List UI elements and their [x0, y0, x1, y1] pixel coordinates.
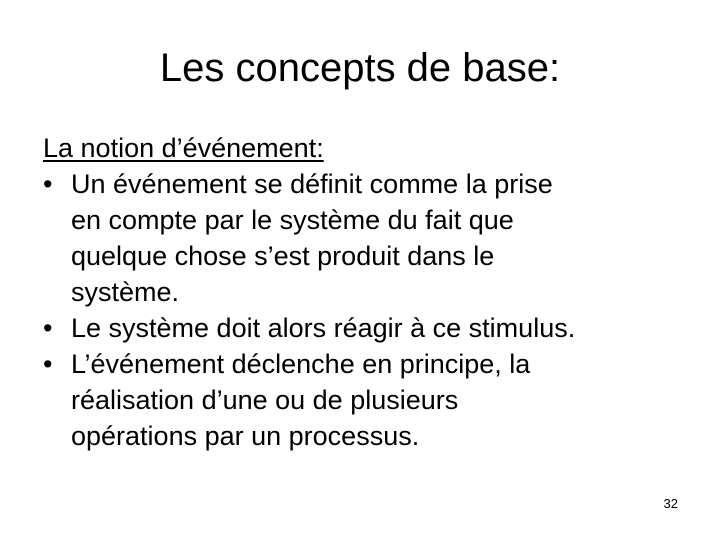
- bullet-text-line: L’événement déclenche en principe, la: [71, 349, 531, 379]
- bullet-marker: •: [43, 349, 53, 379]
- slide-body: [43, 130, 683, 454]
- page-number: 32: [663, 496, 678, 511]
- bullet-text-line: quelque chose s’est produit dans le: [71, 241, 495, 271]
- bullet-marker: •: [43, 169, 53, 199]
- bullet-text-line: système.: [71, 277, 180, 307]
- slide-title: Les concepts de base:: [159, 46, 561, 90]
- bullet-item: [43, 310, 683, 346]
- bullet-item: [43, 166, 683, 310]
- bullet-text-line: opérations par un processus.: [71, 421, 420, 451]
- section-subheading: La notion d’événement:: [43, 133, 324, 163]
- bullet-text-line: Un événement se définit comme la prise: [71, 169, 553, 199]
- bullet-marker: •: [43, 313, 53, 343]
- bullet-text-line: Le système doit alors réagir à ce stimulus.: [71, 313, 576, 343]
- bullet-text-line: réalisation d’une ou de plusieurs: [71, 385, 459, 415]
- bullet-item: [43, 346, 683, 454]
- bullet-text-line: en compte par le système du fait que: [71, 205, 514, 235]
- bullet-list: [43, 166, 683, 454]
